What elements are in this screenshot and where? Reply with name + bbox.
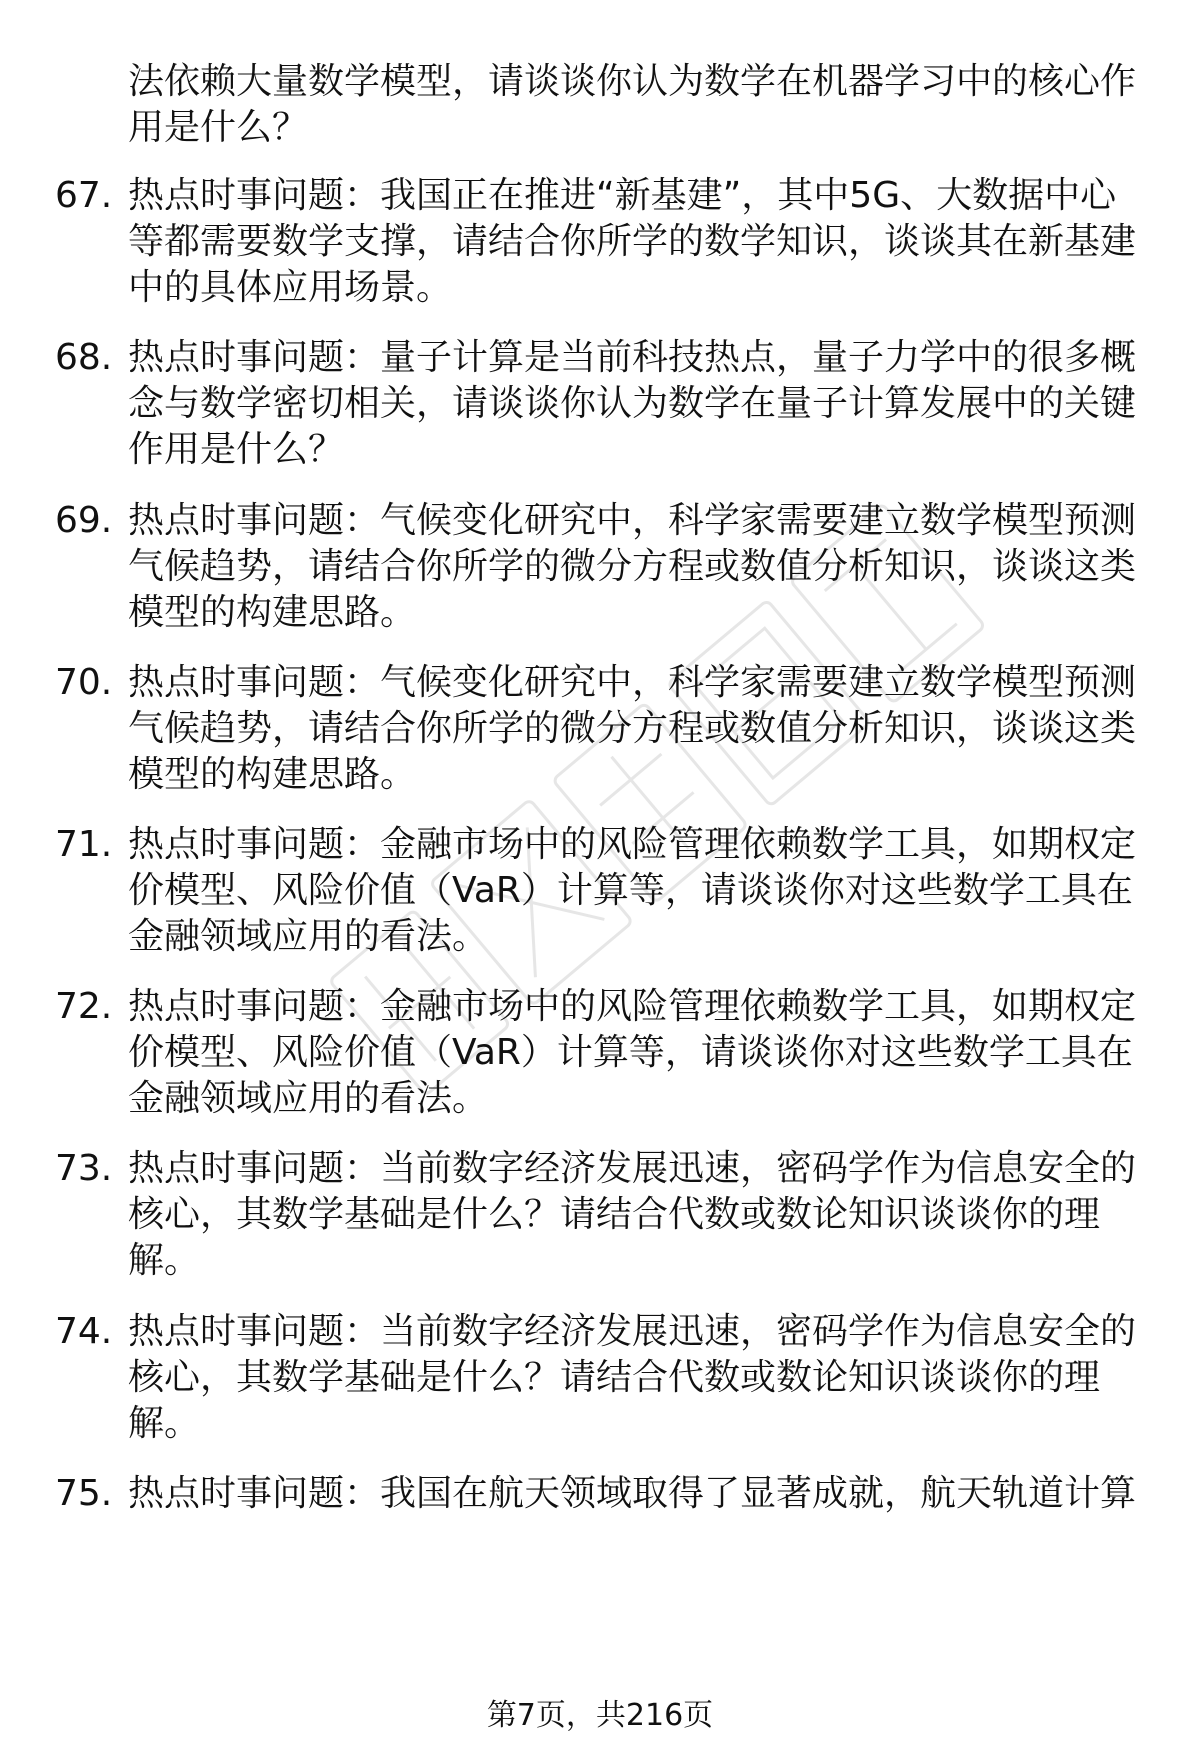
- question-line: 热点时事问题：我国正在推进“新基建”，其中5G、大数据中心: [128, 175, 1117, 216]
- continuation-line-2: 用是什么？: [128, 107, 309, 148]
- question-number: 72.: [55, 986, 113, 1027]
- question-line: 热点时事问题：气候变化研究中，科学家需要建立数学模型预测: [128, 662, 1137, 703]
- question-line: 中的具体应用场景。: [128, 267, 453, 308]
- question-line: 热点时事问题：当前数字经济发展迅速，密码学作为信息安全的: [128, 1148, 1137, 1189]
- question-line: 气候趋势，请结合你所学的微分方程或数值分析知识，谈谈这类: [128, 708, 1137, 749]
- question-line: 金融领域应用的看法。: [128, 1078, 489, 1119]
- question-number: 68.: [55, 337, 113, 378]
- question-line: 热点时事问题：金融市场中的风险管理依赖数学工具，如期权定: [128, 986, 1137, 1027]
- question-line: 价模型、风险价值（VaR）计算等，请谈谈你对这些数学工具在: [128, 870, 1133, 911]
- question-line: 热点时事问题：气候变化研究中，科学家需要建立数学模型预测: [128, 500, 1137, 541]
- question-number: 67.: [55, 175, 113, 216]
- question-number: 70.: [55, 662, 113, 703]
- question-line: 等都需要数学支撑，请结合你所学的数学知识，谈谈其在新基建: [128, 221, 1137, 262]
- question-line: 热点时事问题：金融市场中的风险管理依赖数学工具，如期权定: [128, 824, 1137, 865]
- question-line: 模型的构建思路。: [128, 754, 417, 795]
- question-line: 热点时事问题：当前数字经济发展迅速，密码学作为信息安全的: [128, 1311, 1137, 1352]
- question-line: 热点时事问题：我国在航天领域取得了显著成就，航天轨道计算: [128, 1473, 1137, 1514]
- question-line: 作用是什么？: [128, 429, 345, 470]
- continuation-line-1: 法依赖大量数学模型，请谈谈你认为数学在机器学习中的核心作: [128, 61, 1137, 102]
- question-line: 解。: [128, 1403, 201, 1444]
- question-number: 75.: [55, 1473, 113, 1514]
- question-line: 念与数学密切相关，请谈谈你认为数学在量子计算发展中的关键: [128, 383, 1137, 424]
- question-line: 核心，其数学基础是什么？请结合代数或数论知识谈谈你的理: [128, 1357, 1101, 1398]
- question-line: 模型的构建思路。: [128, 592, 417, 633]
- question-line: 气候趋势，请结合你所学的微分方程或数值分析知识，谈谈这类: [128, 546, 1137, 587]
- question-number: 69.: [55, 500, 113, 541]
- question-line: 核心，其数学基础是什么？请结合代数或数论知识谈谈你的理: [128, 1194, 1101, 1235]
- question-line: 金融领域应用的看法。: [128, 916, 489, 957]
- question-number: 74.: [55, 1311, 113, 1352]
- question-line: 热点时事问题：量子计算是当前科技热点，量子力学中的很多概: [128, 337, 1137, 378]
- question-line: 解。: [128, 1240, 201, 1281]
- page-footer: 第7页，共216页: [486, 1698, 714, 1733]
- question-line: 价模型、风险价值（VaR）计算等，请谈谈你对这些数学工具在: [128, 1032, 1133, 1073]
- question-number: 73.: [55, 1148, 113, 1189]
- question-number: 71.: [55, 824, 113, 865]
